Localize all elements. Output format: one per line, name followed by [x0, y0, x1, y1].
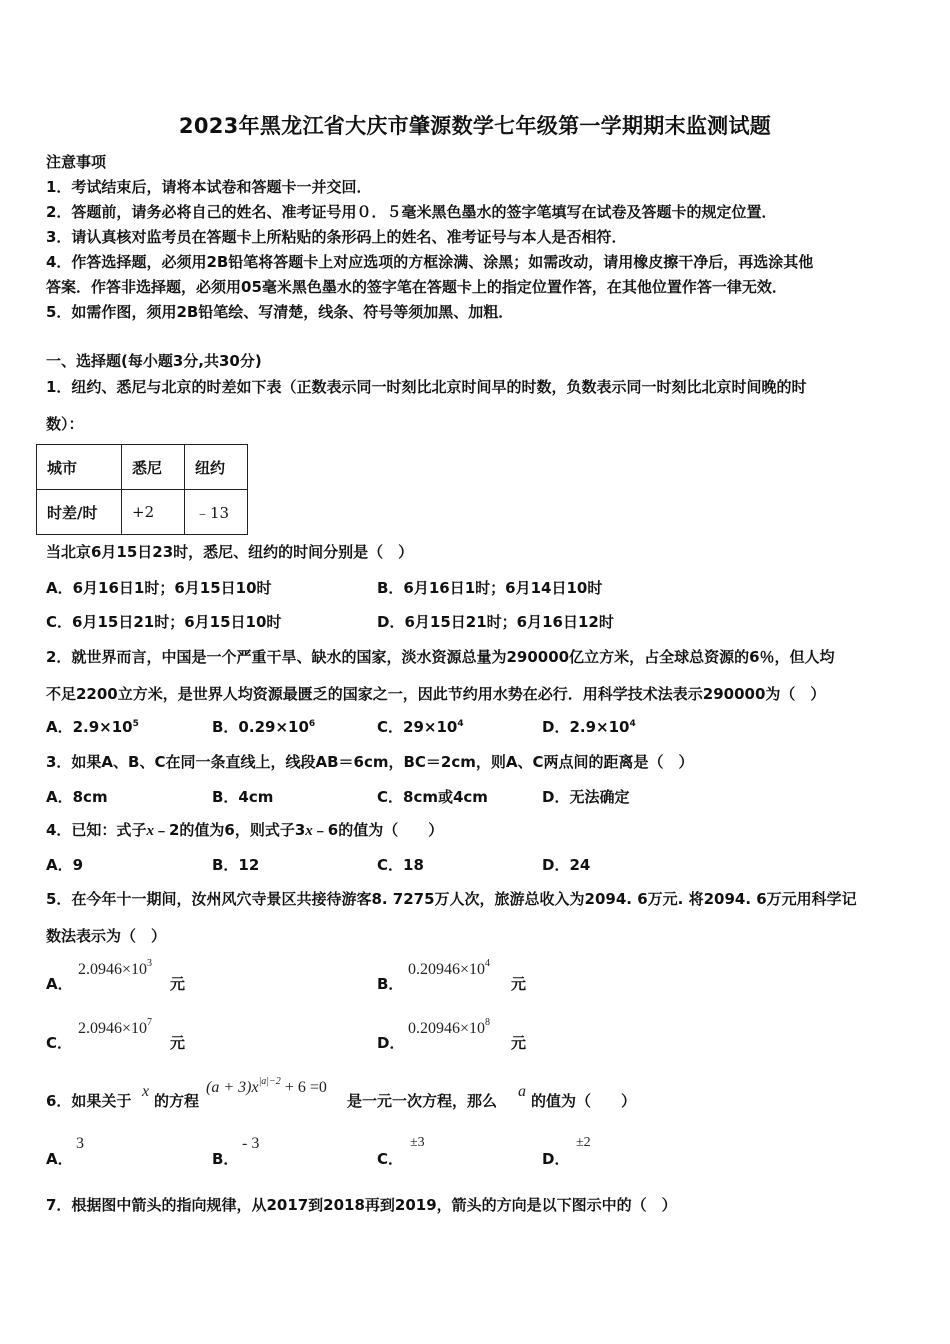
q1-stem-line1: 1．纽约、悉尼与北京的时差如下表（正数表示同一时刻比北京时间早的时数，负数表示同一时刻比北京时间晚的时 [46, 378, 807, 396]
q1-option-c: C．6月15日21时；6月15日10时 [46, 613, 282, 631]
q4-option-d: D．24 [542, 856, 591, 874]
q3-option-d: D．无法确定 [542, 788, 630, 806]
q6-equation: $(a + 3)x^{|a|-2} + 6 =0$ [206, 1076, 327, 1096]
q5-option-b-label: B． [377, 975, 404, 993]
q5-option-a-label: A． [46, 975, 73, 993]
time-difference-table [36, 444, 248, 535]
notice-item: 4．作答选择题，必须用2B铅笔将答题卡上对应选项的方框涂满、涂黑；如需改动，请用橡皮擦干净后，再选涂其他 [46, 253, 814, 271]
notice-item: 5．如需作图，须用2B铅笔绘、写清楚，线条、符号等须加黑、加粗． [46, 303, 514, 321]
q2-option-a: A．$2.9\times 10^5$ [46, 718, 139, 736]
q6-option-c-label: C． [377, 1150, 404, 1168]
q5-stem-line2: 数法表示为（ ） [46, 927, 167, 945]
q5-option-b-value: $0.20946\times 10^4$ [408, 958, 491, 978]
q5-stem-line1: 5．在今年十一期间，汝州风穴寺景区共接待游客8. 7275万人次，旅游总收入为2094. 6万元. 将2094. 6万元用科学记 [46, 890, 857, 908]
q2-stem-line2: 不足2200立方米，是世界人均资源最匮乏的国家之一，因此节约用水势在必行．用科学技术法表示290000为（ ） [46, 685, 826, 703]
q6-var-x: x [142, 1083, 150, 1100]
q5-option-b-unit: 元 [511, 975, 527, 993]
table-row [37, 445, 248, 490]
q2-option-c: C．$29\times 10^4$ [377, 718, 464, 736]
q6-option-d-value: ±2 [576, 1135, 591, 1150]
table-cell: +2 [122, 490, 185, 535]
q1-question: 当北京6月15日23时，悉尼、纽约的时间分别是（ ） [46, 543, 414, 561]
q3-option-c: C．8cm或4cm [377, 788, 488, 806]
q3-option-b: B．4cm [212, 788, 274, 806]
table-cell: 纽约 [185, 445, 248, 490]
q4-stem: 4．已知：式子x﹣2的值为6，则式子3x﹣6的值为（ ） [46, 821, 444, 839]
section-heading: 一、选择题(每小题3分,共30分) [46, 352, 262, 370]
q5-option-d-unit: 元 [511, 1034, 527, 1052]
q6-stem-d: 的值为（ ） [531, 1092, 637, 1110]
page-title: 2023年黑龙江省大庆市肇源数学七年级第一学期期末监测试题 [178, 114, 772, 138]
q6-var-a: a [518, 1083, 526, 1100]
q4-option-a: A．9 [46, 856, 84, 874]
q7-stem: 7．根据图中箭头的指向规律，从2017到2018再到2019，箭头的方向是以下图示中的（ ） [46, 1196, 677, 1214]
q5-option-c-label: C． [46, 1034, 73, 1052]
table-cell: ﹣13 [185, 490, 248, 535]
q4-option-b: B．12 [212, 856, 260, 874]
q6-option-b-label: B． [212, 1150, 239, 1168]
q2-option-b: B．$0.29\times 10^6$ [212, 718, 316, 736]
q6-option-c-value: ±3 [410, 1135, 425, 1150]
q3-option-a: A．8cm [46, 788, 108, 806]
notice-item: 1．考试结束后，请将本试卷和答题卡一并交回． [46, 178, 372, 196]
q6-stem-c: 是一元一次方程，那么 [347, 1092, 498, 1110]
q4-option-c: C．18 [377, 856, 424, 874]
q5-option-c-value: $2.0946\times 10^7$ [78, 1017, 153, 1037]
q6-stem-a: 6．如果关于 [46, 1092, 132, 1110]
notice-item: 答案．作答非选择题，必须用05毫米黑色墨水的签字笔在答题卡上的指定位置作答，在其他位置作答一律无效． [46, 278, 787, 296]
q6-stem-b: 的方程 [154, 1092, 200, 1110]
q5-option-a-unit: 元 [170, 975, 186, 993]
q2-option-d: D．$2.9\times 10^4$ [542, 718, 636, 736]
q3-stem: 3．如果A、B、C在同一条直线上，线段AB＝6cm，BC＝2cm，则A、C两点间的距离是（ ） [46, 753, 694, 771]
table-row [37, 490, 248, 535]
q6-option-a-value: 3 [76, 1135, 84, 1152]
q5-option-c-unit: 元 [170, 1034, 186, 1052]
q6-option-b-value: - 3 [242, 1135, 260, 1152]
notice-item: 3．请认真核对监考员在答题卡上所粘贴的条形码上的姓名、准考证号与本人是否相符． [46, 228, 627, 246]
q1-stem-line2: 数）： [46, 415, 84, 433]
q5-option-d-value: $0.20946\times 10^8$ [408, 1017, 491, 1037]
notice-heading: 注意事项 [46, 153, 107, 171]
q2-stem-line1: 2．就世界而言，中国是一个严重干旱、缺水的国家，淡水资源总量为290000亿立方米，占全球总资源的6％，但人均 [46, 648, 835, 666]
notice-item: 2．答题前，请务必将自己的姓名、准考证号用０．５毫米黑色墨水的签字笔填写在试卷及答题卡的规定位置． [46, 203, 777, 221]
q1-option-a: A．6月16日1时；6月15日10时 [46, 579, 272, 597]
q6-option-a-label: A． [46, 1150, 73, 1168]
q5-option-d-label: D． [377, 1034, 405, 1052]
q6-option-d-label: D． [542, 1150, 570, 1168]
table-cell: 时差/时 [37, 490, 122, 535]
table-cell: 城市 [37, 445, 122, 490]
q1-option-b: B．6月16日1时；6月14日10时 [377, 579, 603, 597]
q5-option-a-value: $2.0946\times 10^3$ [78, 958, 153, 978]
table-cell: 悉尼 [122, 445, 185, 490]
q1-option-d: D．6月15日21时；6月16日12时 [377, 613, 614, 631]
